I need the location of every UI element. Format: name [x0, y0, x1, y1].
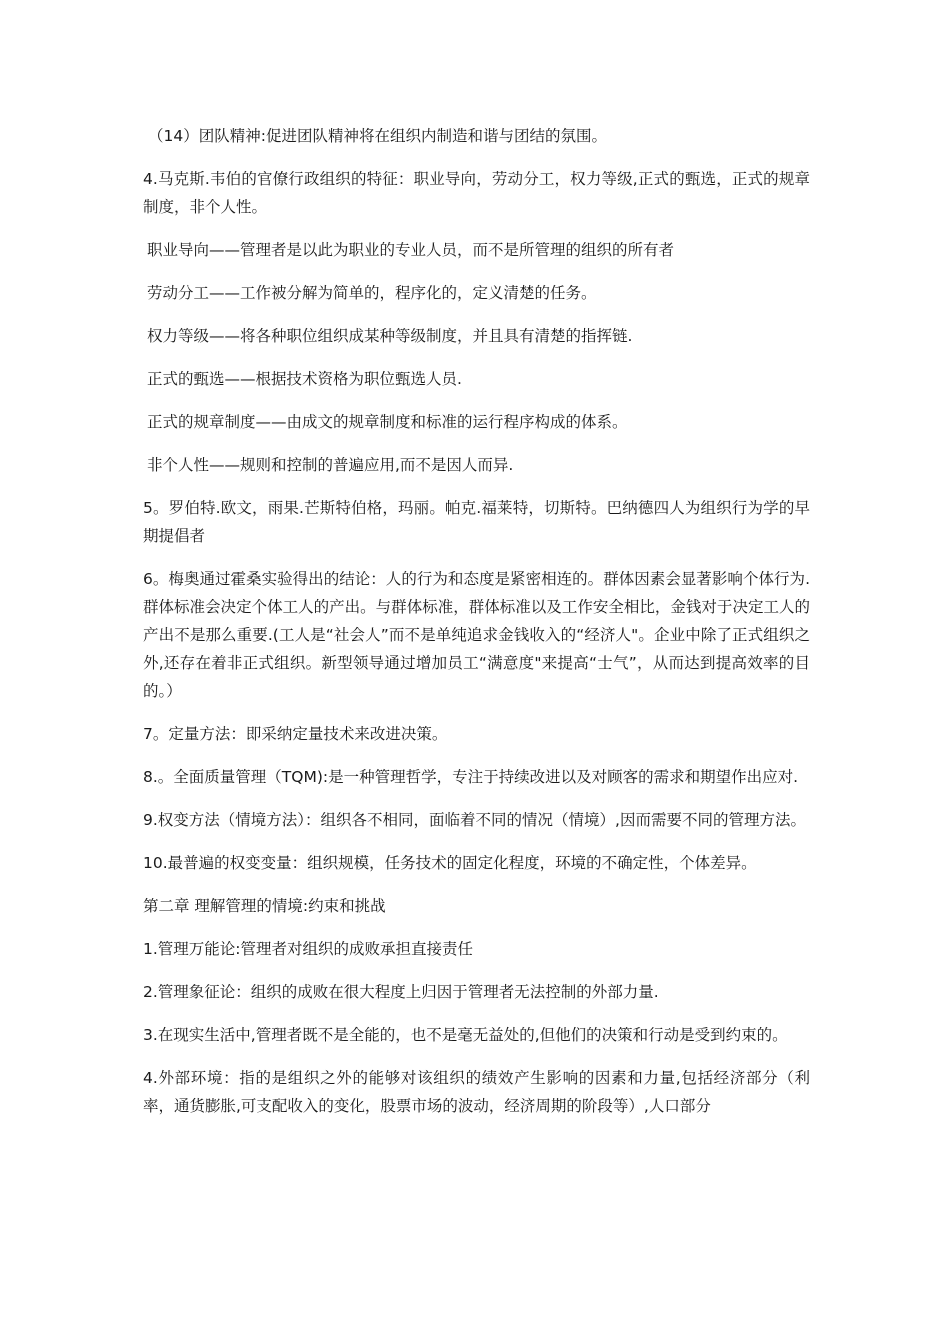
paragraph-division-of-labor: 劳动分工——工作被分解为简单的，程序化的，定义清楚的任务。	[147, 284, 597, 302]
document-body	[143, 122, 810, 1135]
paragraph-external-environment: 4.外部环境：指的是组织之外的能够对该组织的绩效产生影响的因素和力量,包括经济部分（利率，通货膨胀,可支配收入的变化，股票市场的波动，经济周期的阶段等）,人口部分	[143, 1069, 810, 1115]
paragraph-impersonality: 非个人性——规则和控制的普遍应用,而不是因人而异.	[147, 456, 514, 474]
paragraph-hawthorne: 6。梅奥通过霍桑实验得出的结论：人的行为和态度是紧密相连的。群体因素会显著影响个体行为.群体标准会决定个体工人的产出。与群体标准，群体标准以及工作安全相比，金钱对于决定工人的产出不是那么重要.(工人是“社会人”而不是单纯追求金钱收入的“经济人"。企业中除了正式组织之外,还存在着非正式组织。新型领导通过增加员工“满意度"来提高“士气”，从而达到提高效率的目的。）	[143, 570, 810, 700]
paragraph-omnipotent-view: 1.管理万能论:管理者对组织的成败承担直接责任	[143, 940, 474, 958]
paragraph-contingency-approach: 9.权变方法（情境方法）：组织各不相同，面临着不同的情况（情境）,因而需要不同的管理方法。	[143, 811, 806, 829]
paragraph-career-orientation: 职业导向——管理者是以此为职业的专业人员，而不是所管理的组织的所有者	[147, 241, 675, 259]
chapter-heading: 第二章 理解管理的情境:约束和挑战	[143, 897, 386, 915]
paragraph-symbolic-view: 2.管理象征论：组织的成败在很大程度上归因于管理者无法控制的外部力量.	[143, 983, 659, 1001]
paragraph-contingency-variables: 10.最普遍的权变变量：组织规模，任务技术的固定化程度，环境的不确定性，个体差异。	[143, 854, 757, 872]
paragraph-quantitative-approach: 7。定量方法：即采纳定量技术来改进决策。	[143, 725, 448, 743]
paragraph-formal-rules: 正式的规章制度——由成文的规章制度和标准的运行程序构成的体系。	[147, 413, 628, 431]
paragraph-team-spirit: （14）团队精神:促进团队精神将在组织内制造和谐与团结的氛围。	[148, 127, 607, 145]
paragraph-reality: 3.在现实生活中,管理者既不是全能的，也不是毫无益处的,但他们的决策和行动是受到约束的。	[143, 1026, 788, 1044]
paragraph-formal-selection: 正式的甄选——根据技术资格为职位甄选人员.	[147, 370, 462, 388]
paragraph-early-advocates: 5。罗伯特.欧文，雨果.芒斯特伯格，玛丽。帕克.福莱特，切斯特。巴纳德四人为组织行为学的早期提倡者	[143, 499, 810, 545]
paragraph-tqm: 8.。全面质量管理（TQM):是一种管理哲学，专注于持续改进以及对顾客的需求和期望作出应对.	[143, 768, 799, 786]
paragraph-weber-bureaucracy: 4.马克斯.韦伯的官僚行政组织的特征：职业导向，劳动分工，权力等级,正式的甄选，正式的规章制度，非个人性。	[143, 170, 810, 216]
paragraph-authority-hierarchy: 权力等级——将各种职位组织成某种等级制度，并且具有清楚的指挥链.	[147, 327, 633, 345]
